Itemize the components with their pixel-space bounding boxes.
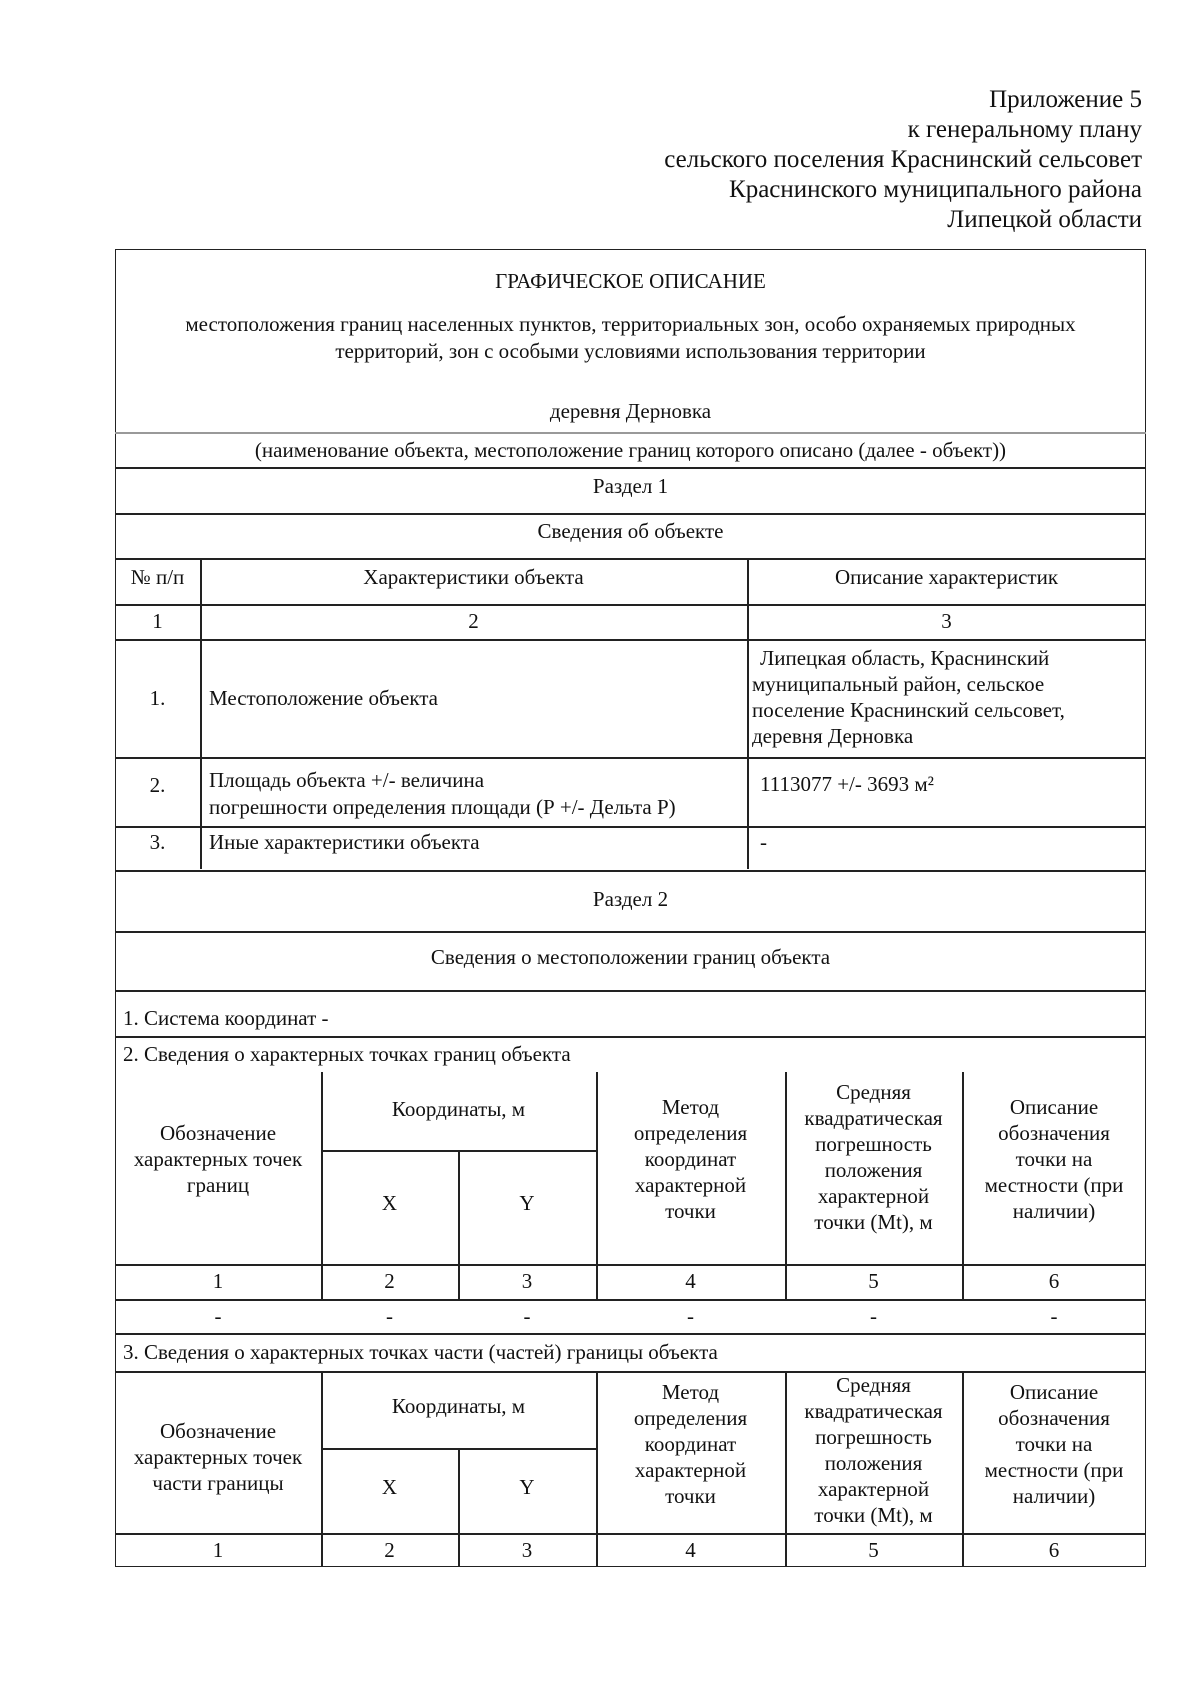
characteristic-value: - <box>760 830 767 854</box>
col-header-line: определения <box>633 1121 748 1145</box>
appendix-line-4: Краснинского муниципального района <box>729 176 1142 203</box>
col-header-line: точки на <box>1015 1432 1093 1456</box>
section2-subheading: Сведения о местоположении границ объекта <box>430 945 831 969</box>
column-number: 6 <box>1048 1269 1060 1293</box>
points-title: 2. Сведения о характерных точках границ объекта <box>123 1042 571 1066</box>
characteristic-name: Местоположение объекта <box>209 686 439 710</box>
col-point-description <box>962 1094 1146 1224</box>
appendix-line-3: сельского поселения Краснинский сельсовет <box>664 146 1142 173</box>
form-title: ГРАФИЧЕСКОЕ ОПИСАНИЕ <box>495 269 766 293</box>
section1-heading: Раздел 1 <box>592 474 669 498</box>
form-subtitle-1: местоположения границ населенных пунктов, территориальных зон, особо охраняемых природных <box>185 312 1076 336</box>
col-header-line: Метод <box>661 1095 720 1119</box>
col-header-line: определения <box>633 1406 748 1430</box>
col-header-line: погрешность <box>815 1425 932 1449</box>
object-caption: (наименование объекта, местоположение границ которого описано (далее - объект)) <box>254 438 1007 462</box>
divider <box>115 1299 1146 1301</box>
col-header-line: Обозначение <box>159 1121 277 1145</box>
column-number: 1 <box>152 609 163 633</box>
column-divider <box>200 558 202 869</box>
col-header-line: Средняя <box>836 1373 911 1397</box>
col-point-designation <box>115 1120 321 1198</box>
col-mean-error <box>785 1372 962 1528</box>
row-number: 1. <box>149 686 166 710</box>
col-header-line: точки <box>665 1199 716 1223</box>
col-header-line: Средняя <box>836 1080 911 1104</box>
characteristic-value: муниципальный район, сельское <box>752 672 1045 696</box>
divider <box>115 757 1146 759</box>
empty-cell: - <box>523 1304 531 1328</box>
divider <box>115 870 1146 872</box>
col-part-point-designation <box>115 1418 321 1496</box>
divider <box>115 432 1146 434</box>
col-header-line: точки (Mt), м <box>814 1210 933 1234</box>
divider <box>115 931 1146 933</box>
divider <box>115 467 1146 469</box>
col-header-line: местности (при <box>984 1458 1124 1482</box>
row-number: 3. <box>149 830 166 854</box>
col-header-line: Обозначение <box>159 1419 277 1443</box>
col-x: X <box>381 1191 398 1215</box>
characteristic-name: погрешности определения площади (Р +/- Дельта Р) <box>209 795 676 819</box>
characteristic-value: 1113077 +/- 3693 м² <box>760 772 934 796</box>
column-number: 5 <box>868 1269 879 1293</box>
column-number: 2 <box>384 1269 395 1293</box>
col-header-line: обозначения <box>998 1406 1110 1430</box>
appendix-line-5: Липецкой области <box>947 206 1142 233</box>
col-point-description <box>962 1379 1146 1509</box>
col-header-line: положения <box>824 1158 923 1182</box>
column-number: 4 <box>685 1538 696 1562</box>
col-method <box>596 1379 785 1509</box>
column-number: 1 <box>212 1538 224 1562</box>
characteristic-value: поселение Краснинский сельсовет, <box>752 698 1065 722</box>
divider <box>115 990 1146 992</box>
column-header-description: Описание характеристик <box>834 565 1059 589</box>
col-header-line: точки на <box>1015 1147 1093 1171</box>
divider <box>115 1333 1146 1335</box>
col-header-line: местности (при <box>984 1173 1124 1197</box>
divider <box>115 639 1146 641</box>
col-header-line: границ <box>186 1173 250 1197</box>
column-number: 6 <box>1048 1538 1060 1562</box>
col-header-line: координат <box>644 1147 737 1171</box>
column-number: 2 <box>468 609 479 633</box>
divider <box>115 1533 1146 1535</box>
form-subtitle-2: территорий, зон с особыми условиями использования территории <box>335 339 926 363</box>
col-header-line: координат <box>644 1432 737 1456</box>
col-header-line: характерной <box>634 1458 747 1482</box>
col-header-line: Описание <box>1009 1095 1099 1119</box>
column-header-num: № п/п <box>130 565 185 589</box>
col-header-line: характерной <box>634 1173 747 1197</box>
col-header-line: Метод <box>661 1380 720 1404</box>
characteristic-value: деревня Дерновка <box>752 724 914 748</box>
col-header-line: части границы <box>152 1471 284 1495</box>
divider <box>115 826 1146 828</box>
column-divider <box>747 558 749 869</box>
column-number: 4 <box>685 1269 696 1293</box>
divider <box>115 604 1146 606</box>
divider <box>115 558 1146 560</box>
col-header-line: Описание <box>1009 1380 1099 1404</box>
divider <box>115 1264 1146 1266</box>
col-mean-error <box>785 1079 962 1235</box>
characteristic-name: Иные характеристики объекта <box>209 830 480 854</box>
characteristic-name: Площадь объекта +/- величина <box>209 768 485 792</box>
divider <box>115 513 1146 515</box>
col-header-line: точки (Mt), м <box>814 1503 933 1527</box>
column-number: 1 <box>212 1269 224 1293</box>
col-y: Y <box>519 1191 535 1215</box>
empty-cell: - <box>1050 1304 1058 1328</box>
section2-heading: Раздел 2 <box>592 887 669 911</box>
col-y: Y <box>519 1475 535 1499</box>
column-number: 3 <box>941 609 952 633</box>
empty-cell: - <box>386 1304 393 1328</box>
col-x: X <box>381 1475 398 1499</box>
col-header-line: наличии) <box>1012 1484 1096 1508</box>
col-method <box>596 1094 785 1224</box>
characteristic-value: Липецкая область, Краснинский <box>760 646 1050 670</box>
col-header-line: наличии) <box>1012 1199 1096 1223</box>
col-header-line: точки <box>665 1484 716 1508</box>
column-number: 2 <box>384 1538 395 1562</box>
col-header-line: обозначения <box>998 1121 1110 1145</box>
col-header-line: положения <box>824 1451 923 1475</box>
divider <box>115 1371 1146 1373</box>
appendix-number: Приложение 5 <box>989 86 1142 113</box>
col-header-line: характерной <box>817 1184 930 1208</box>
coordinate-system: 1. Система координат - <box>123 1006 329 1030</box>
appendix-line-2: к генеральному плану <box>907 116 1142 143</box>
col-header-line: квадратическая <box>804 1399 943 1423</box>
empty-cell: - <box>214 1304 222 1328</box>
empty-cell: - <box>687 1304 694 1328</box>
section1-subheading: Сведения об объекте <box>537 519 724 543</box>
col-coordinates: Координаты, м <box>391 1394 526 1418</box>
appendix-header <box>442 85 1142 235</box>
col-header-line: характерных точек <box>133 1147 303 1171</box>
divider <box>115 1036 1146 1038</box>
col-header-line: характерных точек <box>133 1445 303 1469</box>
object-name: деревня Дерновка <box>549 399 712 423</box>
parts-title: 3. Сведения о характерных точках части (частей) границы объекта <box>123 1340 718 1364</box>
column-number: 5 <box>868 1538 879 1562</box>
col-coordinates: Координаты, м <box>391 1097 526 1121</box>
col-header-line: характерной <box>817 1477 930 1501</box>
col-header-line: погрешность <box>815 1132 932 1156</box>
column-number: 3 <box>521 1538 533 1562</box>
column-header-characteristic: Характеристики объекта <box>363 565 584 589</box>
empty-cell: - <box>870 1304 877 1328</box>
row-number: 2. <box>149 773 166 797</box>
column-number: 3 <box>521 1269 533 1293</box>
col-header-line: квадратическая <box>804 1106 943 1130</box>
